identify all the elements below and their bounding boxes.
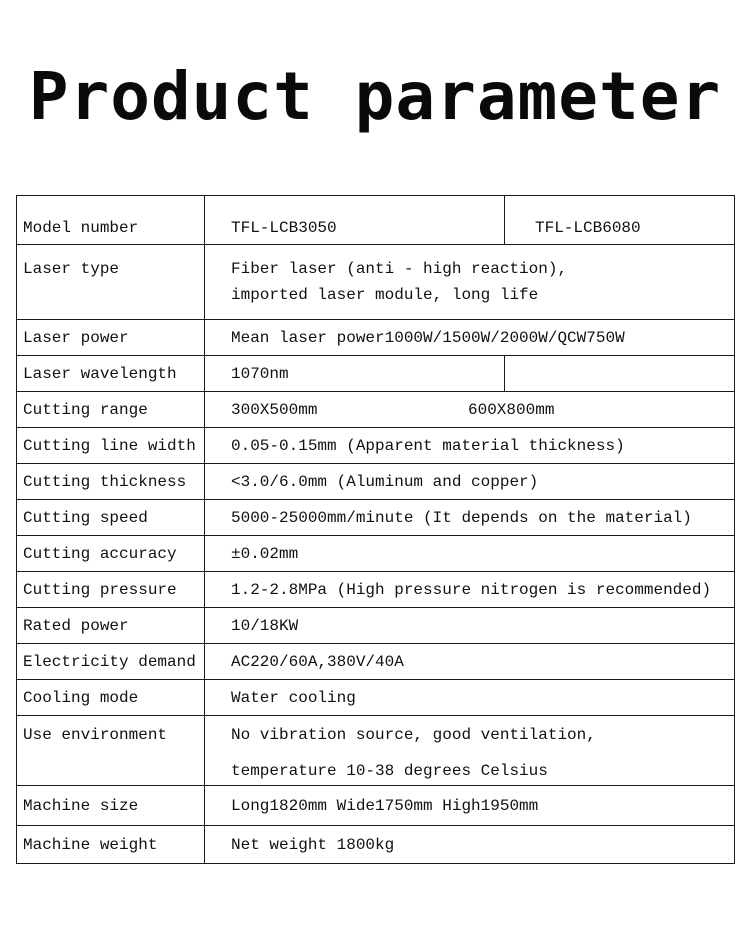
- value-text: 0.05-0.15mm (Apparent material thickness): [231, 436, 625, 455]
- value-text: <3.0/6.0mm (Aluminum and copper): [231, 472, 539, 491]
- row-value: [205, 392, 735, 428]
- label-text: Model number: [23, 219, 139, 237]
- label-text: Rated power: [23, 616, 129, 635]
- label-text: Cutting accuracy: [23, 544, 177, 563]
- label-text: Laser wavelength: [23, 364, 177, 383]
- label-text: Machine size: [23, 796, 139, 815]
- value-text: 5000-25000mm/minute (It depends on the material): [231, 508, 692, 527]
- row-label: [17, 716, 205, 786]
- row-value: [205, 716, 735, 786]
- row-label: [17, 464, 205, 500]
- table-row-cutting-speed: [17, 500, 735, 536]
- row-value: [205, 826, 735, 864]
- label-text: Machine weight: [23, 835, 158, 854]
- table-row-cutting-thickness: [17, 464, 735, 500]
- table-row-cutting-line-width: [17, 428, 735, 464]
- row-value: [205, 608, 735, 644]
- value-line-2: temperature 10-38 degrees Celsius: [231, 762, 548, 780]
- table-row-machine-weight: [17, 826, 735, 864]
- label-text: Laser type: [23, 260, 120, 278]
- table-row-cutting-range: [17, 392, 735, 428]
- row-value: [205, 356, 505, 392]
- value-line-1: Fiber laser (anti - high reaction),: [231, 260, 568, 278]
- value-text: AC220/60A,380V/40A: [231, 652, 404, 671]
- row-value: [205, 644, 735, 680]
- table-row-cutting-pressure: [17, 572, 735, 608]
- value-line-1: No vibration source, good ventilation,: [231, 726, 596, 744]
- row-label: [17, 392, 205, 428]
- row-value: [205, 428, 735, 464]
- row-value-empty: [505, 356, 735, 392]
- row-value: [205, 536, 735, 572]
- label-text: Cutting pressure: [23, 580, 177, 599]
- row-value-secondary: [505, 196, 735, 245]
- value-text: ±0.02mm: [231, 544, 299, 563]
- row-value: [205, 572, 735, 608]
- row-value: [205, 320, 735, 356]
- value-text: Mean laser power1000W/1500W/2000W/QCW750W: [231, 328, 625, 347]
- label-text: Cutting line width: [23, 436, 196, 455]
- value-line-2: imported laser module, long life: [231, 286, 539, 304]
- label-text: Cutting thickness: [23, 472, 187, 491]
- label-text: Cutting range: [23, 400, 148, 419]
- label-text: Laser power: [23, 328, 129, 347]
- row-label: [17, 572, 205, 608]
- row-value: [205, 680, 735, 716]
- table-row-model-number: [17, 196, 735, 245]
- table-row-rated-power: [17, 608, 735, 644]
- table-row-electricity-demand: [17, 644, 735, 680]
- table-row-machine-size: [17, 786, 735, 826]
- label-text: Cutting speed: [23, 508, 148, 527]
- value-text: Water cooling: [231, 688, 356, 707]
- value-text: 10/18KW: [231, 616, 299, 635]
- page-title: Product parameter: [28, 58, 722, 135]
- value-text: 1070nm: [231, 364, 289, 383]
- model-a-text: TFL-LCB3050: [231, 219, 337, 237]
- row-label: [17, 428, 205, 464]
- row-value: [205, 786, 735, 826]
- table-row-use-environment: [17, 716, 735, 786]
- row-label: [17, 644, 205, 680]
- table-row-cutting-accuracy: [17, 536, 735, 572]
- row-label: [17, 320, 205, 356]
- row-label: [17, 245, 205, 320]
- row-value: [205, 500, 735, 536]
- label-text: Use environment: [23, 726, 168, 744]
- value-text: Net weight 1800kg: [231, 835, 395, 854]
- value-text: Long1820mm Wide1750mm High1950mm: [231, 796, 539, 815]
- label-text: Cooling mode: [23, 688, 139, 707]
- table-row-cooling-mode: [17, 680, 735, 716]
- table-row-laser-type: [17, 245, 735, 320]
- row-value: [205, 245, 735, 320]
- table-row-laser-power: [17, 320, 735, 356]
- row-label: [17, 680, 205, 716]
- row-label: [17, 608, 205, 644]
- row-label: [17, 786, 205, 826]
- value-text: 1.2-2.8MPa (High pressure nitrogen is recommended): [231, 580, 712, 599]
- row-label: [17, 356, 205, 392]
- table-row-laser-wavelength: [17, 356, 735, 392]
- row-label: [17, 826, 205, 864]
- parameter-table: [16, 195, 735, 864]
- row-label: [17, 536, 205, 572]
- row-value: [205, 196, 505, 245]
- row-value: [205, 464, 735, 500]
- range-a-text: 300X500mm: [231, 400, 318, 419]
- range-b-text: 600X800mm: [468, 400, 555, 419]
- label-text: Electricity demand: [23, 652, 196, 671]
- row-label: [17, 196, 205, 245]
- model-b-text: TFL-LCB6080: [535, 219, 641, 237]
- row-label: [17, 500, 205, 536]
